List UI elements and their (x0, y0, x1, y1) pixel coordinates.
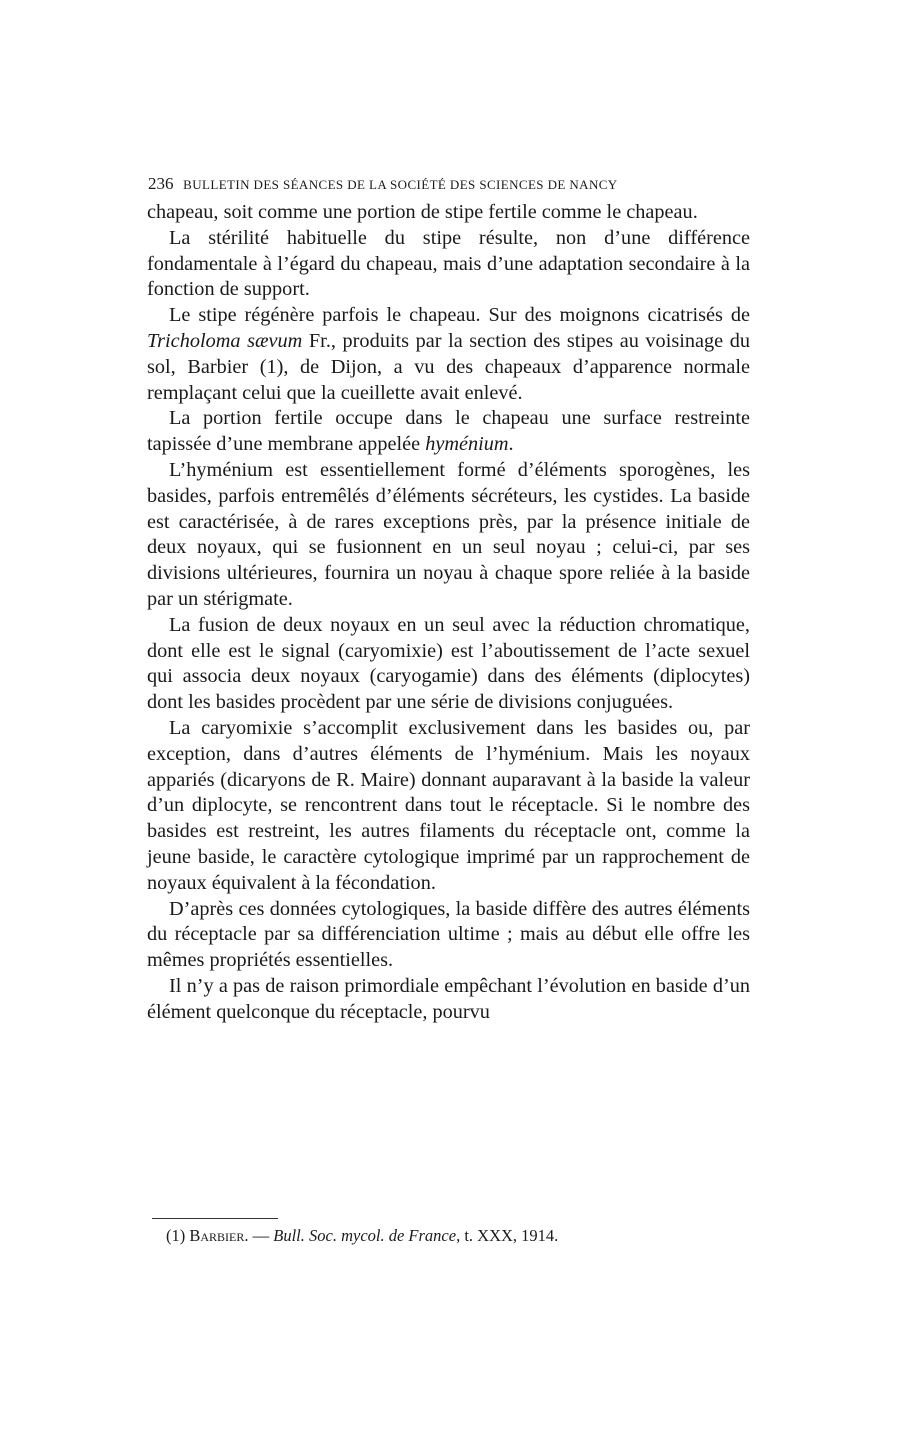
footnote-details: , t. XXX, 1914. (456, 1226, 559, 1245)
text-segment: La stérilité habituelle du stipe résulte, non d’une différence fondamentale à l’égard du chapeau, mais d’une adaptation secondaire à la fonction de support. (147, 226, 750, 301)
italic-term: hyménium (425, 433, 509, 456)
text-segment: La portion fertile occupe dans le chapeau une surface restreinte tapissée d’une membrane appelée (147, 407, 750, 456)
text-segment: Fr., produits par la section des stipes au voisinage du sol, Barbier (1), de Dijon, a vu des chapeaux d’apparence normale remplaçant celui que la cueillette avait enlevé. (147, 329, 750, 404)
italic-term: Tricholoma sævum (147, 329, 303, 352)
body-text (147, 200, 750, 1026)
text-segment: L’hyménium est essentiellement formé d’éléments sporogènes, les basides, parfois entremêlés d’éléments sécréteurs, les cystides. La baside est caractérisée, à de rares exceptions près, par la présence initiale de deux noyaux, qui se fusionnent en un seul noyau ; celui-ci, par ses divisions ultérieures, fournira un noyau à chaque spore reliée à la baside par un stérigmate. (147, 458, 750, 610)
text-segment: . (508, 433, 514, 456)
footnote-author: Barbier. (189, 1226, 249, 1245)
running-header (148, 174, 758, 194)
text-segment: Le stipe régénère parfois le chapeau. Sur des moignons cicatrisés de (169, 304, 750, 327)
paragraph (147, 226, 750, 303)
text-segment: Il n’y a pas de raison primordiale empêchant l’évolution en baside d’un élément quelconque du réceptacle, pourvu (147, 974, 750, 1023)
text-segment: La caryomixie s’accomplit exclusivement dans les basides ou, par exception, dans d’autres éléments de l’hyménium. Mais les noyaux appariés (dicaryons de R. Maire) donnant auparavant à la baside la valeur d’un diplocyte, se rencontrent dans tout le réceptacle. Si le nombre des basides est restreint, les autres filaments du réceptacle ont, comme la jeune baside, le caractère cytologique imprimé par un rapprochement de noyaux équivalent à la fécondation. (147, 716, 750, 894)
paragraph (147, 458, 750, 613)
text-segment: chapeau, soit comme une portion de stipe fertile comme le chapeau. (147, 201, 698, 223)
paragraph (147, 897, 750, 974)
footnote-rule (152, 1218, 278, 1219)
text-segment: La fusion de deux noyaux en un seul avec la réduction chromatique, dont elle est le signal (caryomixie) est l’aboutissement de l’acte sexuel qui associa deux noyaux (caryogamie) dans des éléments (diplocytes) dont les basides procèdent par une série de divisions conjuguées. (147, 613, 750, 714)
footnote-marker: (1) (166, 1226, 186, 1245)
footnote-dash: — (252, 1226, 270, 1245)
paragraph (147, 303, 750, 406)
footnote (166, 1226, 766, 1246)
paragraph (147, 406, 750, 458)
paragraph (147, 200, 750, 226)
paragraph (147, 716, 750, 897)
text-segment: D’après ces données cytologiques, la baside diffère des autres éléments du réceptacle par sa différenciation ultime ; mais au début elle offre les mêmes propriétés essentielles. (147, 897, 750, 972)
footnote-journal: Bull. Soc. mycol. de France (273, 1226, 457, 1245)
running-title: BULLETIN DES SÉANCES DE LA SOCIÉTÉ DES SCIENCES DE NANCY (183, 177, 618, 192)
page-number: 236 (148, 174, 174, 193)
paragraph (147, 613, 750, 716)
paragraph (147, 974, 750, 1026)
